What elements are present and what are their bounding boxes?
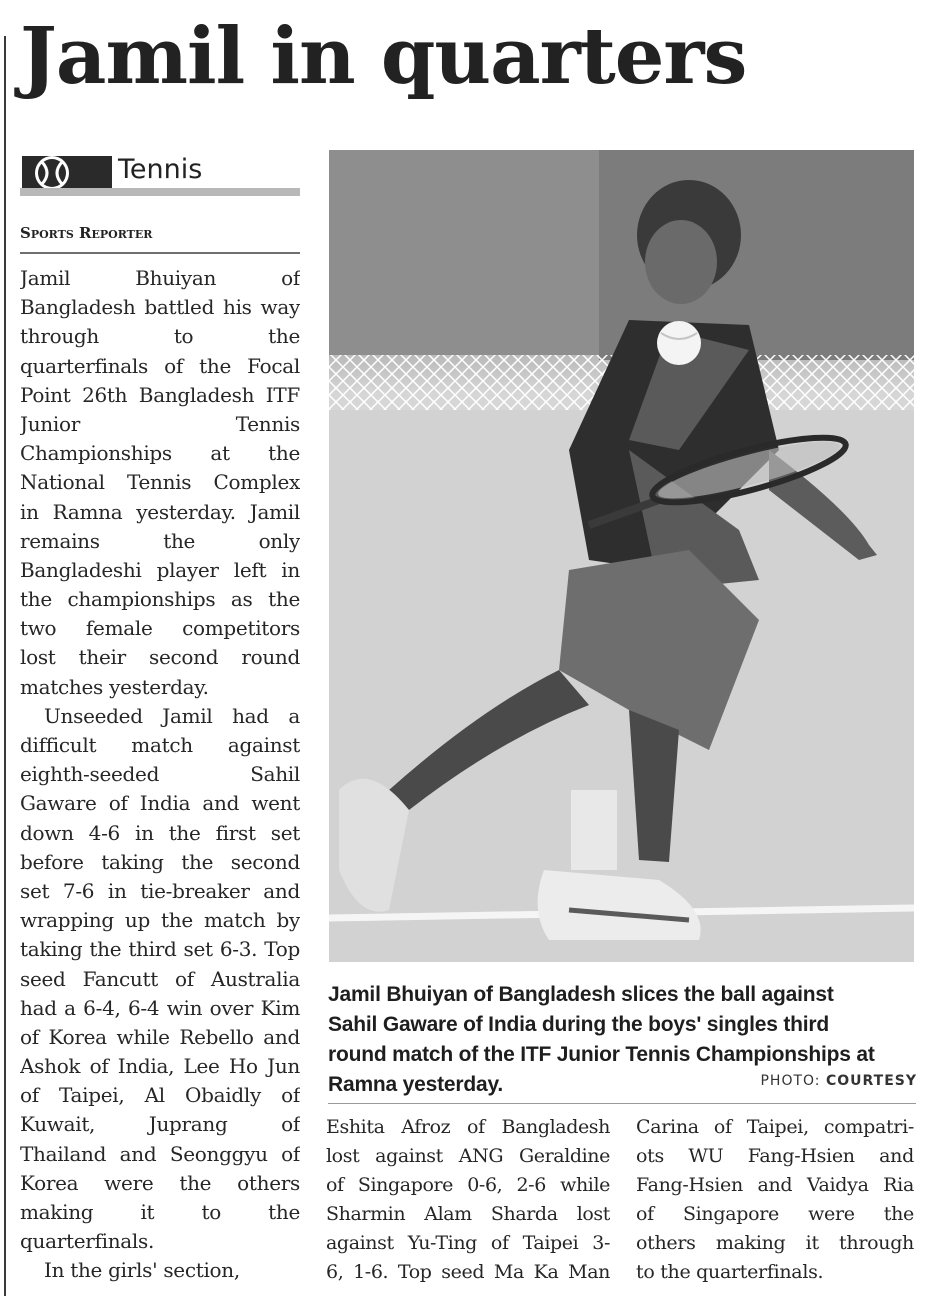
story-line: down 4-6 in the first set <box>20 820 300 845</box>
credit-source: COURTESY <box>825 1073 917 1089</box>
story-line: Thailand and Seonggyu of <box>20 1141 300 1166</box>
story-line: National Tennis Complex <box>20 470 300 495</box>
story-line: eighth-seeded Sahil <box>20 762 300 787</box>
story-column-1 <box>20 264 300 1286</box>
story-line: seed Fancutt of Australia <box>20 966 300 991</box>
story-line: of Singapore 0-6, 2-6 while <box>326 1174 610 1196</box>
story-column-3 <box>636 1113 914 1287</box>
section-label: Tennis <box>118 154 203 185</box>
section-bar <box>20 188 300 196</box>
story-line: of Taipei, Al Obaidly of <box>20 1083 300 1108</box>
story-line: matches yesterday. <box>20 674 209 699</box>
story-line: through to the <box>20 324 300 349</box>
headline: Jamil in quarters <box>20 11 747 102</box>
story-line: of Singapore were the <box>636 1203 914 1225</box>
story-line: making it to the <box>20 1200 300 1224</box>
story-line: lost against ANG Geraldine <box>326 1145 610 1167</box>
caption-line: Sahil Gaware of India during the boys' singles third <box>328 1013 830 1036</box>
story-line: Bangladesh battled his way <box>20 295 300 320</box>
story-line: lost their second round <box>20 645 300 670</box>
story-line: others making it through <box>636 1232 914 1254</box>
story-line: two female competitors <box>20 616 300 641</box>
section-kicker <box>20 152 300 196</box>
column-rule <box>4 36 6 1296</box>
story-column-2 <box>326 1113 610 1287</box>
story-line: of Korea while Rebello and <box>20 1024 300 1049</box>
story-line: quarterfinals of the Focal <box>20 353 300 378</box>
story-line: ots WU Fang-Hsien and <box>636 1145 914 1167</box>
story-line: quarterfinals. <box>20 1229 155 1254</box>
photo-credit <box>760 1073 917 1089</box>
story-line: had a 6-4, 6-4 win over Kim <box>20 995 300 1020</box>
story-line: Unseeded Jamil had a <box>44 703 300 728</box>
caption-divider <box>328 1103 916 1104</box>
story-line: Kuwait, Juprang of <box>20 1112 300 1137</box>
story-line: Bangladeshi player left in <box>20 557 300 582</box>
byline-divider <box>20 252 300 254</box>
story-line: Gaware of India and went <box>20 791 300 816</box>
story-line: Championships at the <box>20 441 300 466</box>
caption-line: Ramna yesterday. <box>328 1073 504 1096</box>
caption-line: Jamil Bhuiyan of Bangladesh slices the ball against <box>328 983 834 1006</box>
story-line: the championships as the <box>20 587 300 612</box>
story-line: Fang-Hsien and Vaidya Ria <box>636 1174 914 1196</box>
story-line: Korea were the others <box>20 1170 300 1195</box>
tennis-photo <box>329 150 914 962</box>
story-line: wrapping up the match by <box>20 908 300 933</box>
story-line: Ashok of India, Lee Ho Jun <box>20 1054 300 1079</box>
story-line: taking the third set 6-3. Top <box>20 937 300 962</box>
story-line: against Yu-Ting of Taipei 3- <box>326 1232 610 1254</box>
tennis-ball-icon <box>22 156 112 190</box>
story-line: difficult match against <box>20 733 300 757</box>
photo-illustration <box>329 150 914 962</box>
story-line: in Ramna yesterday. Jamil <box>20 499 300 524</box>
caption-line: round match of the ITF Junior Tennis Championships at <box>328 1043 875 1066</box>
story-line: Junior Tennis <box>20 411 300 436</box>
story-line: In the girls' section, <box>44 1258 240 1283</box>
story-line: before taking the second <box>20 849 300 874</box>
story-line: Sharmin Alam Sharda lost <box>326 1203 610 1225</box>
story-line: remains the only <box>20 528 300 553</box>
story-line: Point 26th Bangladesh ITF <box>20 382 300 407</box>
byline: Sports Reporter <box>20 224 153 242</box>
story-line: to the quarterfinals. <box>636 1261 824 1283</box>
story-line: Jamil Bhuiyan of <box>20 266 300 290</box>
story-line: set 7-6 in tie-breaker and <box>20 878 300 903</box>
credit-label: PHOTO: <box>760 1073 821 1089</box>
story-line: Eshita Afroz of Bangladesh <box>326 1116 610 1138</box>
story-line: Carina of Taipei, compatri- <box>636 1116 914 1138</box>
story-line: 6, 1-6. Top seed Ma Ka Man <box>326 1261 610 1283</box>
